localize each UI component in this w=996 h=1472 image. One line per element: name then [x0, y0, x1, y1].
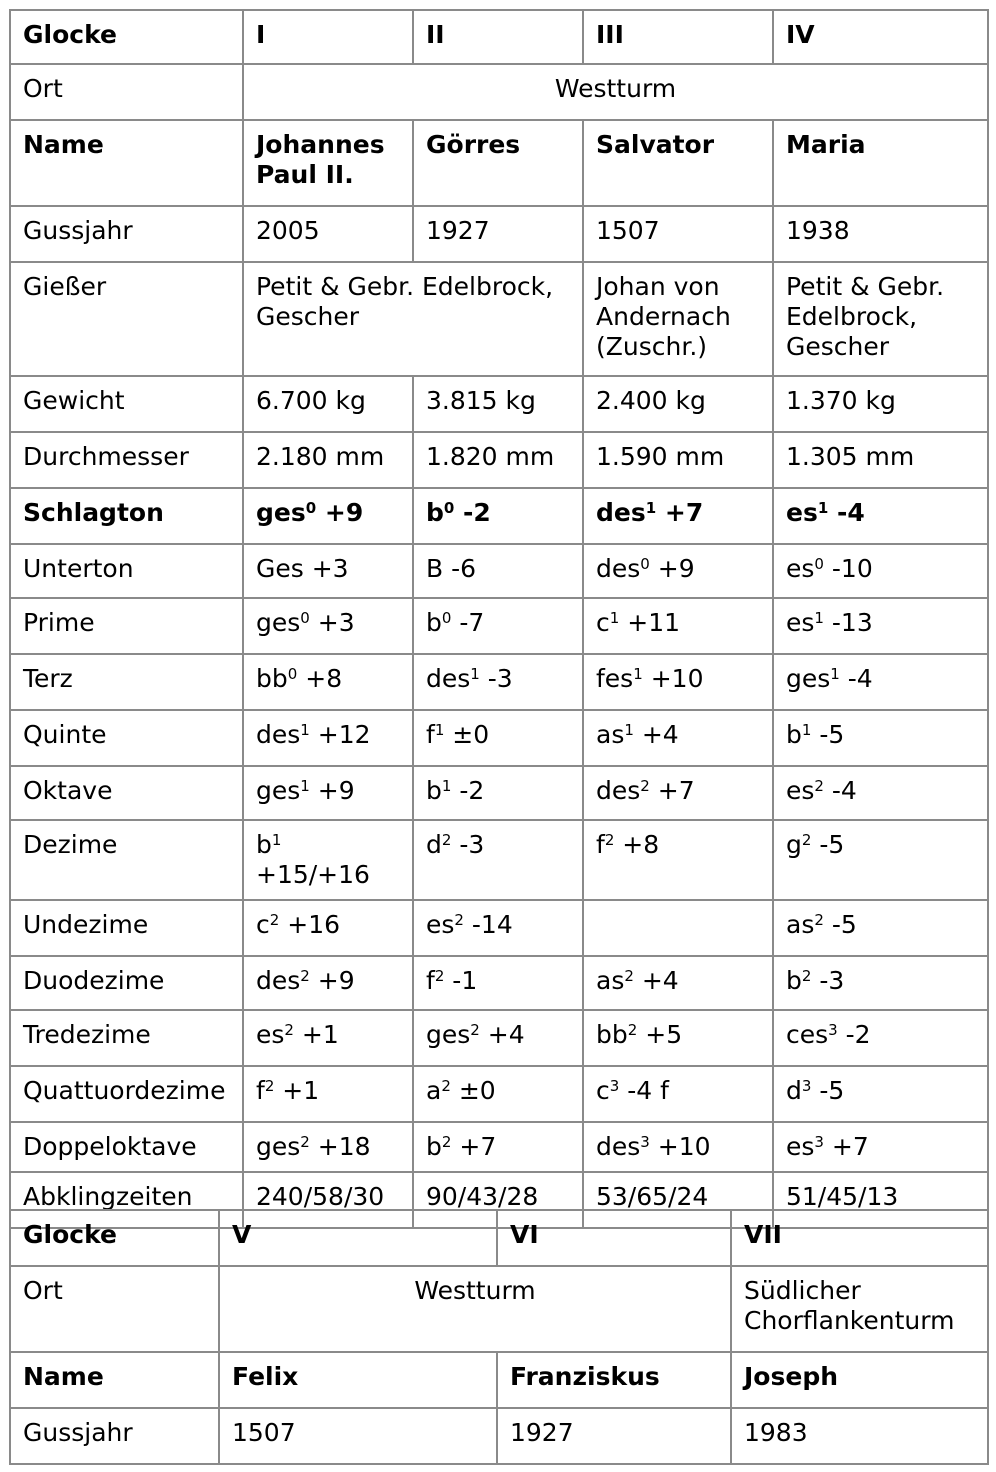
gewicht-label: Gewicht [10, 376, 243, 432]
tone-deviation: -3 [479, 664, 513, 693]
abklingzeiten-cell: 240/58/30 [243, 1172, 413, 1228]
bell-number-i: I [243, 10, 413, 64]
dezime-label: Dezime [10, 820, 243, 900]
schlagton-cell [773, 488, 988, 544]
dezime-cell [413, 820, 583, 900]
tone-deviation: -7 [451, 608, 485, 637]
oktave-cell [413, 766, 583, 820]
unterton-cell [413, 544, 583, 598]
dezime-row [10, 820, 988, 900]
tone-note: ges [256, 776, 301, 805]
name-row [10, 120, 988, 206]
tone-note: as [786, 910, 815, 939]
duodezime-cell [583, 956, 773, 1010]
octave-index: 2 [284, 1020, 294, 1039]
doppeloktave-row [10, 1122, 988, 1172]
tone-deviation: -10 [823, 554, 873, 583]
tone-deviation: -2 [454, 498, 491, 527]
undezime-row [10, 900, 988, 956]
schlagton-cell [583, 488, 773, 544]
name-cell: Franziskus [497, 1352, 731, 1408]
tone-deviation: -2 [451, 776, 485, 805]
doppeloktave-label: Doppeloktave [10, 1122, 243, 1172]
quinte-label: Quinte [10, 710, 243, 766]
tone-deviation: +4 [479, 1020, 525, 1049]
terz-label: Terz [10, 654, 243, 710]
abklingzeiten-cell: 51/45/13 [773, 1172, 988, 1228]
unterton-label: Unterton [10, 544, 243, 598]
tone-note: des [596, 776, 641, 805]
tone-note: B -6 [426, 554, 477, 583]
octave-index: 0 [443, 498, 455, 517]
tredezime-label: Tredezime [10, 1010, 243, 1066]
tone-deviation: -4 f [619, 1076, 669, 1105]
doppeloktave-cell [583, 1122, 773, 1172]
bell-number-iii: III [583, 10, 773, 64]
tone-note: es [786, 498, 818, 527]
octave-index: 3 [814, 1132, 824, 1151]
tredezime-cell [773, 1010, 988, 1066]
octave-index: 2 [801, 966, 812, 985]
tone-note: a [426, 1076, 442, 1105]
durchmesser-cell: 1.590 mm [583, 432, 773, 488]
gewicht-cell: 1.370 kg [773, 376, 988, 432]
gewicht-cell: 3.815 kg [413, 376, 583, 432]
tone-note: ges [256, 608, 301, 637]
octave-index: 2 [454, 910, 464, 929]
duodezime-cell [243, 956, 413, 1010]
tone-deviation: +7 [656, 498, 704, 527]
tone-note: as [596, 720, 625, 749]
octave-index: 2 [300, 966, 310, 985]
octave-index: 3 [609, 1076, 620, 1095]
oktave-row [10, 766, 988, 820]
tone-note: es [786, 608, 815, 637]
ort-label: Ort [10, 1266, 219, 1352]
tone-note: des [596, 1132, 641, 1161]
bell-number-vii: VII [731, 1210, 988, 1266]
giesser-label: Gießer [10, 262, 243, 376]
ort-label: Ort [10, 64, 243, 120]
tone-deviation: +5 [637, 1020, 683, 1049]
octave-index: 1 [814, 608, 824, 627]
tone-note: b [426, 776, 442, 805]
tone-note: g [786, 830, 802, 859]
tone-deviation: +16 [279, 910, 341, 939]
tone-deviation: +15/+16 [256, 860, 370, 889]
octave-index: 0 [300, 608, 310, 627]
glocke-label: Glocke [10, 10, 243, 64]
doppeloktave-cell [413, 1122, 583, 1172]
tone-note: d [786, 1076, 802, 1105]
header-row [10, 1210, 988, 1266]
tone-note: des [596, 498, 646, 527]
octave-index: 1 [441, 776, 452, 795]
quattuordezime-row [10, 1066, 988, 1122]
terz-cell [773, 654, 988, 710]
tone-note: c [256, 910, 270, 939]
name-cell: Salvator [583, 120, 773, 206]
gussjahr-cell: 1938 [773, 206, 988, 262]
tone-note: as [596, 966, 625, 995]
octave-index: 1 [830, 664, 840, 683]
tone-deviation: +11 [619, 608, 681, 637]
tone-note: f [256, 1076, 265, 1105]
tone-deviation: +9 [316, 498, 364, 527]
tone-note: b [426, 1132, 442, 1161]
glocke-label: Glocke [10, 1210, 219, 1266]
prime-row [10, 598, 988, 654]
ort-value: Westturm [243, 64, 988, 120]
ort-value: Westturm [219, 1266, 731, 1352]
tone-deviation: +9 [309, 966, 355, 995]
octave-index: 2 [264, 1076, 275, 1095]
tone-deviation: -4 [823, 776, 857, 805]
bell-number-vi: VI [497, 1210, 731, 1266]
octave-index: 3 [640, 1132, 650, 1151]
tone-deviation: +7 [649, 776, 695, 805]
abklingzeiten-label: Abklingzeiten [10, 1172, 243, 1228]
tone-deviation: +18 [309, 1132, 371, 1161]
ort-row [10, 64, 988, 120]
quinte-row [10, 710, 988, 766]
tone-deviation: +1 [274, 1076, 320, 1105]
unterton-cell [583, 544, 773, 598]
bell-number-iv: IV [773, 10, 988, 64]
tone-deviation: -5 [811, 830, 845, 859]
octave-index: 0 [814, 554, 824, 573]
schlagton-label: Schlagton [10, 488, 243, 544]
doppeloktave-cell [773, 1122, 988, 1172]
dezime-cell [773, 820, 988, 900]
tone-deviation: +1 [293, 1020, 339, 1049]
octave-index: 2 [470, 1020, 480, 1039]
name-row [10, 1352, 988, 1408]
bell-number-ii: II [413, 10, 583, 64]
giesser-cell: Johan von Andernach (Zuschr.) [583, 262, 773, 376]
octave-index: 1 [817, 498, 829, 517]
terz-row [10, 654, 988, 710]
octave-index: 0 [640, 554, 650, 573]
gussjahr-cell: 1507 [583, 206, 773, 262]
durchmesser-cell: 1.820 mm [413, 432, 583, 488]
octave-index: 1 [300, 720, 310, 739]
gussjahr-cell: 1507 [219, 1408, 497, 1464]
octave-index: 0 [305, 498, 317, 517]
tone-note: b [256, 830, 272, 859]
schlagton-row [10, 488, 988, 544]
tone-deviation: ±0 [444, 720, 490, 749]
dezime-cell [583, 820, 773, 900]
schlagton-cell [243, 488, 413, 544]
octave-index: 2 [441, 1076, 451, 1095]
octave-index: 2 [269, 910, 280, 929]
quattuordezime-cell [773, 1066, 988, 1122]
tone-note: c [596, 1076, 610, 1105]
duodezime-row [10, 956, 988, 1010]
tone-deviation: -3 [811, 966, 845, 995]
prime-cell [243, 598, 413, 654]
octave-index: 2 [627, 1020, 638, 1039]
tone-note: es [786, 776, 815, 805]
tone-deviation: +4 [633, 966, 679, 995]
tone-deviation: -2 [837, 1020, 871, 1049]
name-cell: Maria [773, 120, 988, 206]
octave-index: 0 [441, 608, 452, 627]
octave-index: 0 [287, 664, 298, 683]
oktave-label: Oktave [10, 766, 243, 820]
octave-index: 2 [604, 830, 615, 849]
quattuordezime-label: Quattuordezime [10, 1066, 243, 1122]
ort-value: Südlicher Chorflankenturm [731, 1266, 988, 1352]
tone-deviation: -5 [811, 720, 845, 749]
octave-index: 1 [609, 608, 620, 627]
oktave-cell [583, 766, 773, 820]
quinte-cell [413, 710, 583, 766]
tone-deviation: +10 [642, 664, 704, 693]
tone-note: es [256, 1020, 285, 1049]
gussjahr-cell: 1983 [731, 1408, 988, 1464]
tone-deviation: -14 [463, 910, 513, 939]
octave-index: 2 [441, 830, 452, 849]
gussjahr-row [10, 1408, 988, 1464]
gewicht-row [10, 376, 988, 432]
octave-index: 2 [434, 966, 445, 985]
octave-index: 1 [271, 830, 282, 849]
gussjahr-label: Gussjahr [10, 1408, 219, 1464]
undezime-label: Undezime [10, 900, 243, 956]
tone-note: bb [596, 1020, 628, 1049]
tone-note: ges [256, 1132, 301, 1161]
tone-note: b [786, 720, 802, 749]
doppeloktave-cell [243, 1122, 413, 1172]
octave-index: 2 [814, 776, 824, 795]
tone-note: bb [256, 664, 288, 693]
ort-row [10, 1266, 988, 1352]
tone-note: des [256, 966, 301, 995]
tone-note: Ges +3 [256, 554, 349, 583]
tone-deviation: +7 [823, 1132, 869, 1161]
tone-deviation: +9 [649, 554, 695, 583]
tone-deviation: +9 [309, 776, 355, 805]
tone-note: es [786, 1132, 815, 1161]
quattuordezime-cell [583, 1066, 773, 1122]
tone-deviation: -13 [823, 608, 873, 637]
tone-deviation: -1 [444, 966, 478, 995]
name-cell: Joseph [731, 1352, 988, 1408]
name-cell: Johannes Paul II. [243, 120, 413, 206]
octave-index: 2 [801, 830, 812, 849]
octave-index: 2 [441, 1132, 452, 1151]
tone-note: d [426, 830, 442, 859]
unterton-row [10, 544, 988, 598]
octave-index: 1 [645, 498, 657, 517]
gussjahr-cell: 1927 [497, 1408, 731, 1464]
undezime-cell [583, 900, 773, 956]
duodezime-cell [773, 956, 988, 1010]
tone-note: des [426, 664, 471, 693]
tredezime-cell [243, 1010, 413, 1066]
bells-table-2 [9, 1209, 989, 1465]
tone-deviation: ±0 [450, 1076, 496, 1105]
quinte-cell [773, 710, 988, 766]
durchmesser-cell: 1.305 mm [773, 432, 988, 488]
undezime-cell [413, 900, 583, 956]
abklingzeiten-cell: 90/43/28 [413, 1172, 583, 1228]
gussjahr-cell: 2005 [243, 206, 413, 262]
tone-deviation: +12 [309, 720, 371, 749]
tone-deviation: +8 [614, 830, 660, 859]
tredezime-cell [413, 1010, 583, 1066]
tone-deviation: +8 [297, 664, 343, 693]
quattuordezime-cell [413, 1066, 583, 1122]
tone-note: ges [426, 1020, 471, 1049]
tredezime-row [10, 1010, 988, 1066]
duodezime-cell [413, 956, 583, 1010]
unterton-cell [773, 544, 988, 598]
tone-note: ges [786, 664, 831, 693]
terz-cell [583, 654, 773, 710]
octave-index: 1 [801, 720, 812, 739]
abklingzeiten-cell: 53/65/24 [583, 1172, 773, 1228]
quattuordezime-cell [243, 1066, 413, 1122]
octave-index: 1 [633, 664, 643, 683]
undezime-cell [773, 900, 988, 956]
name-label: Name [10, 1352, 219, 1408]
bell-number-v: V [219, 1210, 497, 1266]
tone-note: c [596, 608, 610, 637]
tone-deviation: -5 [811, 1076, 845, 1105]
tone-deviation: +7 [451, 1132, 497, 1161]
name-label: Name [10, 120, 243, 206]
tone-note: des [596, 554, 641, 583]
dezime-cell [243, 820, 413, 900]
tone-note: f [426, 720, 435, 749]
octave-index: 1 [300, 776, 310, 795]
octave-index: 1 [470, 664, 480, 683]
tone-note: ces [786, 1020, 829, 1049]
tone-deviation: +3 [309, 608, 355, 637]
tone-note: es [786, 554, 815, 583]
gussjahr-cell: 1927 [413, 206, 583, 262]
tone-note: es [426, 910, 455, 939]
durchmesser-cell: 2.180 mm [243, 432, 413, 488]
tone-note: fes [596, 664, 634, 693]
giesser-cell: Petit & Gebr. Edelbrock, Gescher [773, 262, 988, 376]
quinte-cell [243, 710, 413, 766]
quinte-cell [583, 710, 773, 766]
tredezime-cell [583, 1010, 773, 1066]
durchmesser-row [10, 432, 988, 488]
header-row [10, 10, 988, 64]
octave-index: 2 [640, 776, 650, 795]
durchmesser-label: Durchmesser [10, 432, 243, 488]
prime-cell [583, 598, 773, 654]
tone-deviation: -5 [823, 910, 857, 939]
tone-deviation: -4 [839, 664, 873, 693]
gussjahr-row [10, 206, 988, 262]
tone-deviation: -4 [828, 498, 865, 527]
name-cell: Görres [413, 120, 583, 206]
prime-cell [773, 598, 988, 654]
giesser-cell: Petit & Gebr. Edelbrock, Gescher [243, 262, 583, 376]
terz-cell [413, 654, 583, 710]
tone-note: f [426, 966, 435, 995]
tone-note: b [426, 498, 444, 527]
name-cell: Felix [219, 1352, 497, 1408]
prime-cell [413, 598, 583, 654]
octave-index: 1 [624, 720, 634, 739]
tone-deviation: -3 [451, 830, 485, 859]
tone-deviation: +4 [633, 720, 679, 749]
undezime-cell [243, 900, 413, 956]
octave-index: 2 [300, 1132, 310, 1151]
octave-index: 2 [814, 910, 824, 929]
tone-note: ges [256, 498, 306, 527]
tone-note: b [786, 966, 802, 995]
terz-cell [243, 654, 413, 710]
giesser-row [10, 262, 988, 376]
tone-note: b [426, 608, 442, 637]
tone-note: des [256, 720, 301, 749]
prime-label: Prime [10, 598, 243, 654]
schlagton-cell [413, 488, 583, 544]
bells-table-1 [9, 9, 989, 1229]
gewicht-cell: 6.700 kg [243, 376, 413, 432]
octave-index: 1 [434, 720, 445, 739]
octave-index: 3 [828, 1020, 838, 1039]
unterton-cell [243, 544, 413, 598]
oktave-cell [773, 766, 988, 820]
gussjahr-label: Gussjahr [10, 206, 243, 262]
gewicht-cell: 2.400 kg [583, 376, 773, 432]
duodezime-label: Duodezime [10, 956, 243, 1010]
octave-index: 3 [801, 1076, 812, 1095]
tone-note: f [596, 830, 605, 859]
oktave-cell [243, 766, 413, 820]
tone-deviation: +10 [649, 1132, 711, 1161]
octave-index: 2 [624, 966, 634, 985]
